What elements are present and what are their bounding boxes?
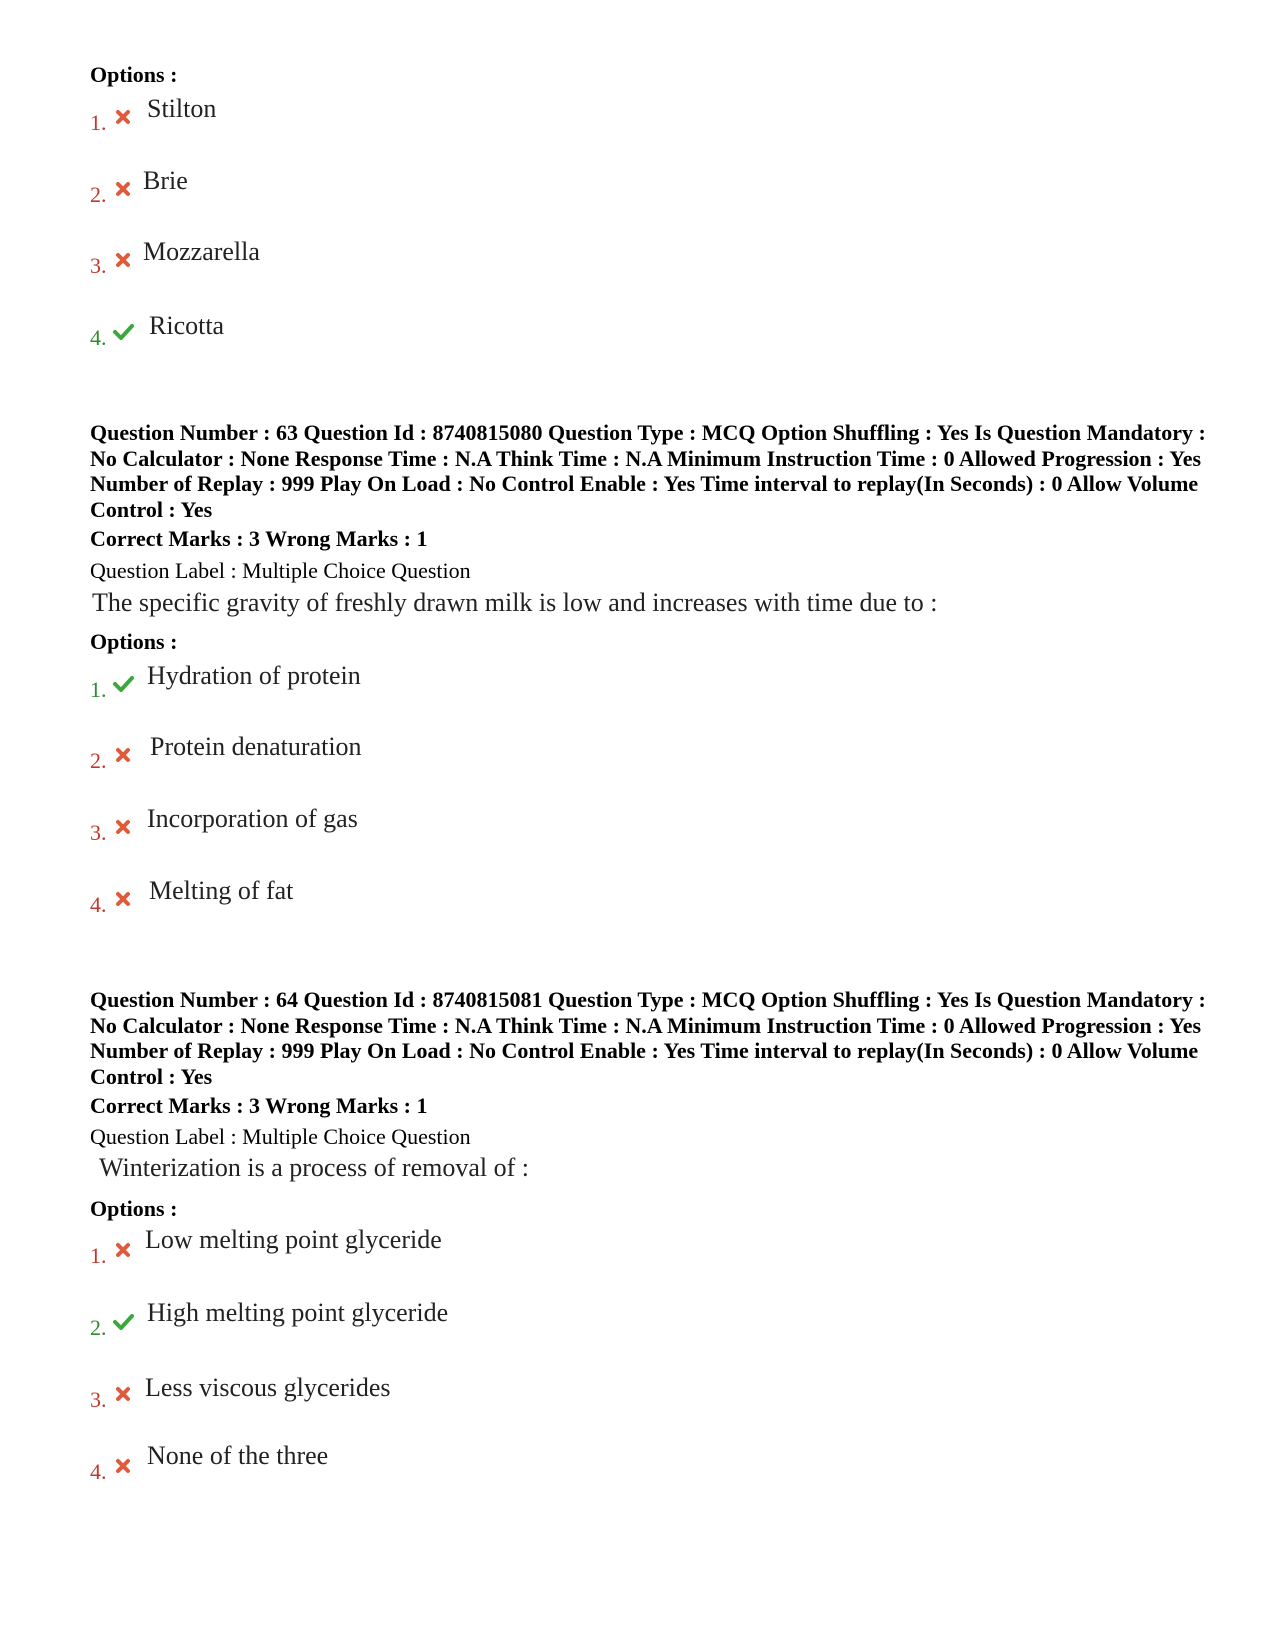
option-number: 2. xyxy=(90,182,107,207)
question-meta: Question Number : 63 Question Id : 8740815080 Question Type : MCQ Option Shuffling : Yes Is Question Mandatory : No Calculator : None Response Time : N.A Think Time : N.A Minimum Instruction Time : 0 Allowed Progression : Yes Number of Replay : 999 Play On Load : No Control Enable : Yes Time interval to replay(In Seconds) : 0 Allow Volume Control : Yes xyxy=(90,420,1206,522)
cross-icon xyxy=(114,251,132,269)
cross-icon xyxy=(114,1241,132,1259)
option-number: 2. xyxy=(90,1315,107,1340)
option-number: 4. xyxy=(90,892,107,917)
question-meta: Question Number : 64 Question Id : 8740815081 Question Type : MCQ Option Shuffling : Yes Is Question Mandatory : No Calculator : None Response Time : N.A Think Time : N.A Minimum Instruction Time : 0 Allowed Progression : Yes Number of Replay : 999 Play On Load : No Control Enable : Yes Time interval to replay(In Seconds) : 0 Allow Volume Control : Yes xyxy=(90,987,1206,1089)
options-heading: Options : xyxy=(90,1196,178,1221)
cross-icon xyxy=(114,890,132,908)
cross-icon xyxy=(114,1457,132,1475)
cross-icon xyxy=(114,108,132,126)
check-icon xyxy=(112,323,134,341)
cross-icon xyxy=(114,818,132,836)
option-text: Protein denaturation xyxy=(150,732,362,761)
option-text: Less viscous glycerides xyxy=(145,1373,391,1402)
option-number: 3. xyxy=(90,820,107,845)
option-text: None of the three xyxy=(147,1441,329,1470)
option-number: 4. xyxy=(90,325,107,350)
option-text: Melting of fat xyxy=(149,876,294,905)
option-text: Stilton xyxy=(147,94,217,123)
option-number: 4. xyxy=(90,1459,107,1484)
option-text: Incorporation of gas xyxy=(147,804,358,833)
question-text: Winterization is a process of removal of : xyxy=(99,1153,529,1182)
question-label: Question Label : Multiple Choice Question xyxy=(90,558,471,583)
check-icon xyxy=(112,1313,134,1331)
options-heading: Options : xyxy=(90,62,178,87)
cross-icon xyxy=(114,180,132,198)
option-text: Brie xyxy=(143,166,188,195)
option-text: Hydration of protein xyxy=(147,661,361,690)
option-number: 3. xyxy=(90,1387,107,1412)
option-number: 1. xyxy=(90,110,107,135)
check-icon xyxy=(112,675,134,693)
option-number: 2. xyxy=(90,748,107,773)
options-heading: Options : xyxy=(90,629,178,654)
question-marks: Correct Marks : 3 Wrong Marks : 1 xyxy=(90,1093,428,1118)
cross-icon xyxy=(114,746,132,764)
option-text: Mozzarella xyxy=(143,237,260,266)
option-text: High melting point glyceride xyxy=(147,1298,449,1327)
question-marks: Correct Marks : 3 Wrong Marks : 1 xyxy=(90,526,428,551)
cross-icon xyxy=(114,1385,132,1403)
question-label: Question Label : Multiple Choice Question xyxy=(90,1124,471,1149)
option-text: Low melting point glyceride xyxy=(145,1225,442,1254)
question-text: The specific gravity of freshly drawn milk is low and increases with time due to : xyxy=(92,588,938,617)
option-number: 3. xyxy=(90,253,107,278)
option-text: Ricotta xyxy=(149,311,225,340)
option-number: 1. xyxy=(90,677,107,702)
option-number: 1. xyxy=(90,1243,107,1268)
